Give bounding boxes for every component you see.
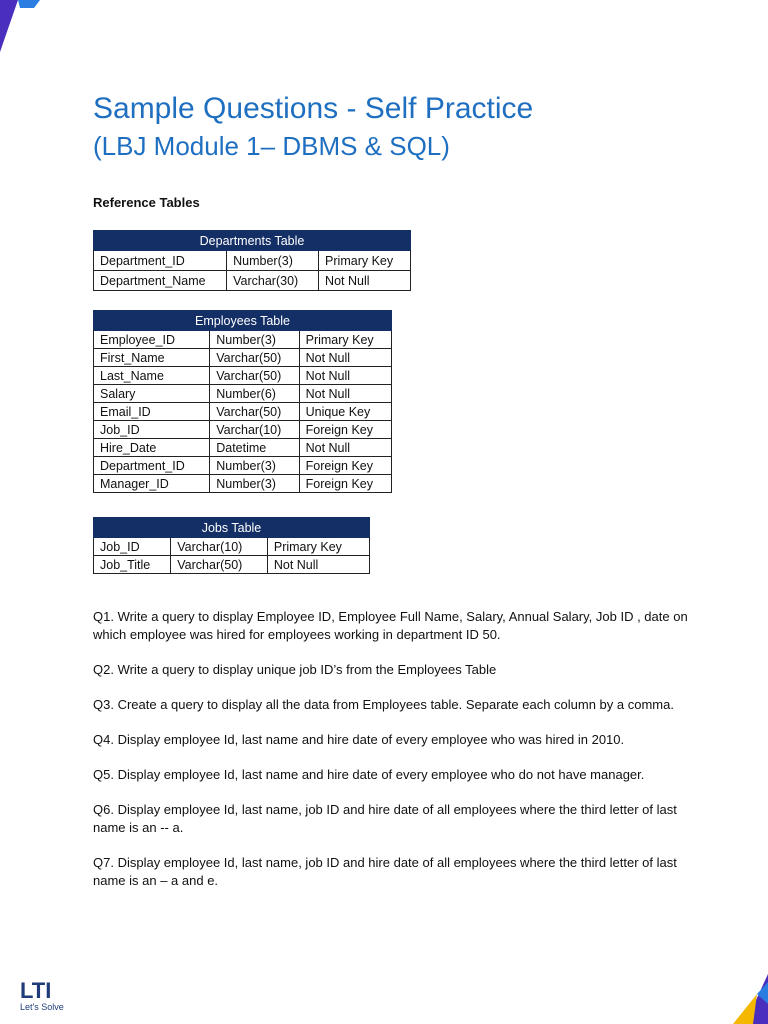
table-row xyxy=(94,331,392,349)
constraint-cell: Not Null xyxy=(319,271,411,291)
table-title: Employees Table xyxy=(94,311,392,331)
table-row xyxy=(94,439,392,457)
page-title: Sample Questions - Self Practice xyxy=(93,92,534,125)
table-row xyxy=(94,251,411,271)
table-row xyxy=(94,421,392,439)
constraint-cell: Primary Key xyxy=(299,331,391,349)
table-title: Departments Table xyxy=(94,231,411,251)
constraint-cell: Foreign Key xyxy=(299,475,391,493)
lti-logo xyxy=(20,978,70,1012)
constraint-cell: Primary Key xyxy=(267,538,369,556)
data-type-cell: Number(3) xyxy=(227,251,319,271)
table-row xyxy=(94,271,411,291)
data-type-cell: Varchar(10) xyxy=(171,538,268,556)
column-name-cell: Hire_Date xyxy=(94,439,210,457)
table-title: Jobs Table xyxy=(94,518,370,538)
column-name-cell: Department_ID xyxy=(94,457,210,475)
question-q5: Q5. Display employee Id, last name and hire date of every employee who do not have manager. xyxy=(93,767,645,782)
data-type-cell: Varchar(50) xyxy=(171,556,268,574)
logo-tagline: Let's Solve xyxy=(20,1002,64,1012)
data-type-cell: Number(6) xyxy=(210,385,299,403)
data-type-cell: Varchar(50) xyxy=(210,367,299,385)
lti-logo-mark xyxy=(20,978,60,1000)
column-name-cell: First_Name xyxy=(94,349,210,367)
question-q7: Q7. Display employee Id, last name, job ID and hire date of all employees where the third letter of last name is an – a and e. xyxy=(93,855,677,888)
constraint-cell: Not Null xyxy=(299,439,391,457)
table-row xyxy=(94,367,392,385)
data-type-cell: Varchar(10) xyxy=(210,421,299,439)
constraint-cell: Not Null xyxy=(299,367,391,385)
constraint-cell: Not Null xyxy=(267,556,369,574)
column-name-cell: Department_ID xyxy=(94,251,227,271)
constraint-cell: Foreign Key xyxy=(299,421,391,439)
table-row xyxy=(94,475,392,493)
table-row xyxy=(94,556,370,574)
question-q3: Q3. Create a query to display all the data from Employees table. Separate each column by a comma. xyxy=(93,697,674,712)
column-name-cell: Manager_ID xyxy=(94,475,210,493)
question-q4: Q4. Display employee Id, last name and hire date of every employee who was hired in 2010. xyxy=(93,732,625,747)
question-q1: Q1. Write a query to display Employee ID, Employee Full Name, Salary, Annual Salary, Job ID , date on which employee was hired for employees working in department ID 50. xyxy=(93,609,688,642)
constraint-cell: Foreign Key xyxy=(299,457,391,475)
constraint-cell: Primary Key xyxy=(319,251,411,271)
data-type-cell: Varchar(50) xyxy=(210,349,299,367)
column-name-cell: Employee_ID xyxy=(94,331,210,349)
constraint-cell: Not Null xyxy=(299,349,391,367)
data-type-cell: Varchar(30) xyxy=(227,271,319,291)
corner-decoration-top-left xyxy=(0,0,40,52)
column-name-cell: Department_Name xyxy=(94,271,227,291)
question-q6: Q6. Display employee Id, last name, job ID and hire date of all employees where the third letter of last name is an -- a. xyxy=(93,802,677,835)
jobs-table xyxy=(93,517,370,574)
constraint-cell: Unique Key xyxy=(299,403,391,421)
data-type-cell: Varchar(50) xyxy=(210,403,299,421)
employees-table xyxy=(93,310,392,493)
column-name-cell: Job_ID xyxy=(94,538,171,556)
table-row xyxy=(94,403,392,421)
constraint-cell: Not Null xyxy=(299,385,391,403)
data-type-cell: Number(3) xyxy=(210,331,299,349)
table-row xyxy=(94,538,370,556)
column-name-cell: Email_ID xyxy=(94,403,210,421)
corner-decoration-bottom-right xyxy=(723,974,768,1024)
data-type-cell: Number(3) xyxy=(210,457,299,475)
data-type-cell: Number(3) xyxy=(210,475,299,493)
column-name-cell: Salary xyxy=(94,385,210,403)
column-name-cell: Job_Title xyxy=(94,556,171,574)
departments-table xyxy=(93,230,411,291)
logo-mark-text: LTI xyxy=(20,978,52,1000)
reference-tables-heading: Reference Tables xyxy=(93,195,200,210)
question-q2: Q2. Write a query to display unique job ID’s from the Employees Table xyxy=(93,662,497,677)
questions-list xyxy=(93,608,693,907)
page-subtitle: (LBJ Module 1– DBMS & SQL) xyxy=(93,131,450,161)
column-name-cell: Last_Name xyxy=(94,367,210,385)
data-type-cell: Datetime xyxy=(210,439,299,457)
table-row xyxy=(94,457,392,475)
table-row xyxy=(94,385,392,403)
column-name-cell: Job_ID xyxy=(94,421,210,439)
table-row xyxy=(94,349,392,367)
